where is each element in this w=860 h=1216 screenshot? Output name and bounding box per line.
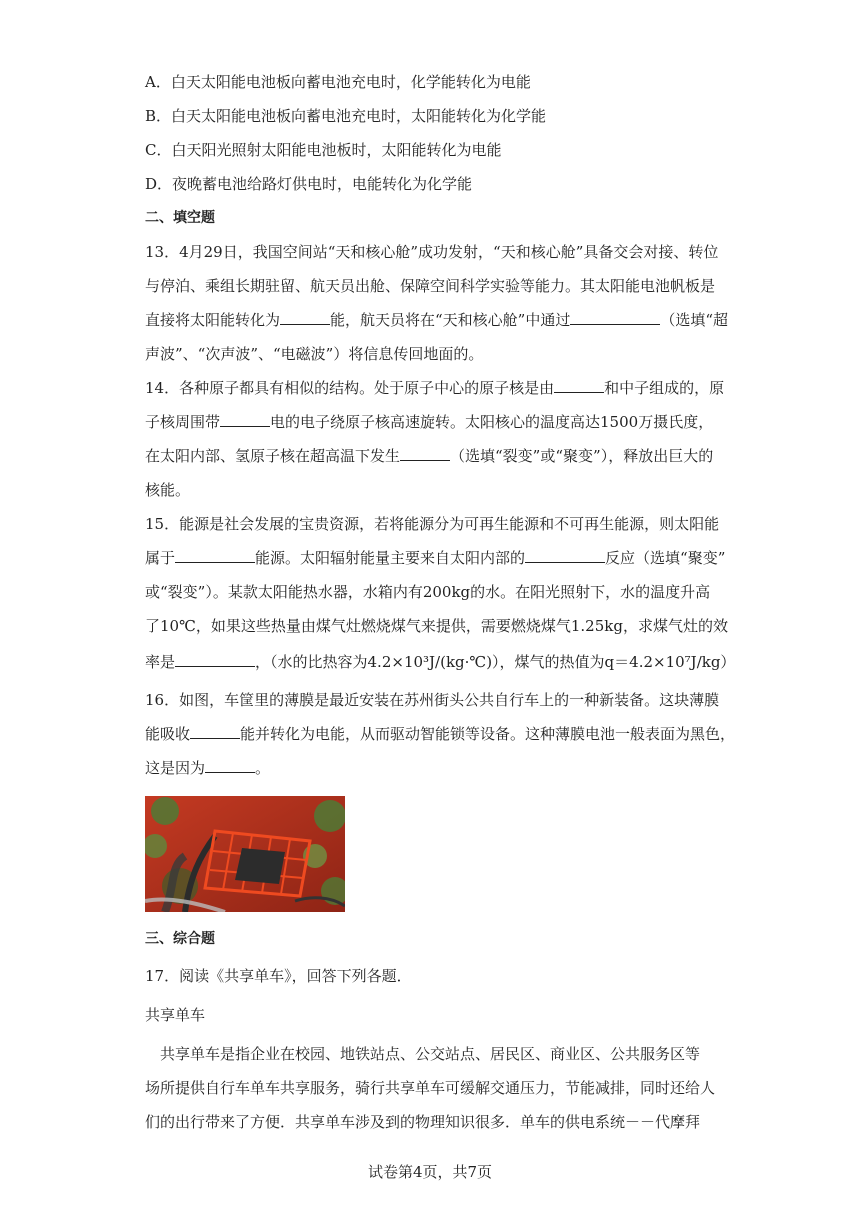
q15-text-a: 属于 xyxy=(145,549,176,567)
q13-line-3 xyxy=(145,310,728,330)
q14-line-2 xyxy=(145,412,713,432)
bike-basket-photo xyxy=(145,796,345,912)
q16-text-d: 。 xyxy=(255,759,271,777)
option-c: C．白天阳光照射太阳能电池板时，太阳能转化为电能 xyxy=(145,141,502,159)
answer-blank[interactable] xyxy=(525,548,605,563)
answer-blank[interactable] xyxy=(190,724,240,739)
q15-line-2 xyxy=(145,548,725,568)
q15-line-4: 了10℃，如果这些热量由煤气灶燃烧煤气来提供，需要燃烧煤气1.25kg，求煤气灶的效 xyxy=(145,617,728,635)
q16-text-a: 能吸收 xyxy=(145,725,191,743)
q14-line-1 xyxy=(145,378,724,398)
q13-line-4: 声波”、“次声波”、“电磁波”）将信息传回地面的。 xyxy=(145,345,484,363)
q15-line-1: 15．能源是社会发展的宝贵资源，若将能源分为可再生能源和不可再生能源，则太阳能 xyxy=(145,515,720,533)
section-comprehensive-heading: 三、综合题 xyxy=(145,931,215,947)
q13-line-1: 13．4月29日，我国空间站“天和核心舱”成功发射，“天和核心舱”具备交会对接、转位 xyxy=(145,243,719,261)
q17-body-line-2: 场所提供自行车单车共享服务，骑行共享单车可缓解交通压力，节能减排，同时还给人 xyxy=(145,1079,716,1097)
q14-text-f: （选填“裂变”或“聚变”），释放出巨大的 xyxy=(450,447,714,465)
q15-line-5 xyxy=(145,652,735,672)
q17-body-line-3: 们的出行带来了方便．共享单车涉及到的物理知识很多．单车的供电系统－－代摩拜 xyxy=(145,1113,701,1131)
q14-text-a: 14．各种原子都具有相似的结构。处于原子中心的原子核是由 xyxy=(145,379,555,397)
q15-text-d: 率是 xyxy=(145,653,176,671)
q16-text-c: 这是因为 xyxy=(145,759,206,777)
q17-intro: 17．阅读《共享单车》，回答下列各题． xyxy=(145,967,412,985)
answer-blank[interactable] xyxy=(554,378,604,393)
q13-text-b: 能，航天员将在“天和核心舱”中通过 xyxy=(330,311,571,329)
q15-text-e: ，（水的比热容为4.2×10³J/(kg·℃)），煤气的热值为q＝4.2×10⁷J/kg） xyxy=(255,653,736,671)
answer-blank[interactable] xyxy=(280,310,330,325)
q14-text-b: 和中子组成的，原 xyxy=(604,379,725,397)
q14-text-e: 在太阳内部、氢原子核在超高温下发生 xyxy=(145,447,401,465)
answer-blank[interactable] xyxy=(175,652,255,667)
q13-text-c: （选填“超 xyxy=(660,311,729,329)
option-d: D．夜晚蓄电池给路灯供电时，电能转化为化学能 xyxy=(145,175,473,193)
page-footer: 试卷第4页，共7页 xyxy=(367,1163,493,1181)
q14-line-3 xyxy=(145,446,713,466)
answer-blank[interactable] xyxy=(570,310,660,325)
q15-line-3: 或“裂变”）。某款太阳能热水器，水箱内有200kg的水。在阳光照射下，水的温度升高 xyxy=(145,583,711,601)
q16-line-3 xyxy=(145,758,270,778)
q13-text-a: 直接将太阳能转化为 xyxy=(145,311,281,329)
answer-blank[interactable] xyxy=(175,548,255,563)
q16-line-2 xyxy=(145,724,735,744)
answer-blank[interactable] xyxy=(220,412,270,427)
option-b: B．白天太阳能电池板向蓄电池充电时，太阳能转化为化学能 xyxy=(145,107,547,125)
bike-basket-illustration xyxy=(145,796,345,912)
q16-line-1: 16．如图，车筐里的薄膜是最近安装在苏州街头公共自行车上的一种新装备。这块薄膜 xyxy=(145,691,720,709)
q14-line-4: 核能。 xyxy=(145,481,191,499)
q16-text-b: 能并转化为电能，从而驱动智能锁等设备。这种薄膜电池一般表面为黑色， xyxy=(240,725,736,743)
answer-blank[interactable] xyxy=(400,446,450,461)
q14-text-d: 电的电子绕原子核高速旋转。太阳核心的温度高达1500万摄氏度， xyxy=(270,413,714,431)
q14-text-c: 子核周围带 xyxy=(145,413,221,431)
q17-body-line-1: 共享单车是指企业在校园、地铁站点、公交站点、居民区、商业区、公共服务区等 xyxy=(160,1045,701,1063)
option-a: A．白天太阳能电池板向蓄电池充电时，化学能转化为电能 xyxy=(145,73,531,91)
section-fill-blank-heading: 二、填空题 xyxy=(145,210,215,226)
q17-article-title: 共享单车 xyxy=(145,1006,206,1024)
answer-blank[interactable] xyxy=(205,758,255,773)
q15-text-b: 能源。太阳辐射能量主要来自太阳内部的 xyxy=(255,549,526,567)
q13-line-2: 与停泊、乘组长期驻留、航天员出舱、保障空间科学实验等能力。其太阳能电池帆板是 xyxy=(145,277,716,295)
q15-text-c: 反应（选填“聚变” xyxy=(605,549,726,567)
